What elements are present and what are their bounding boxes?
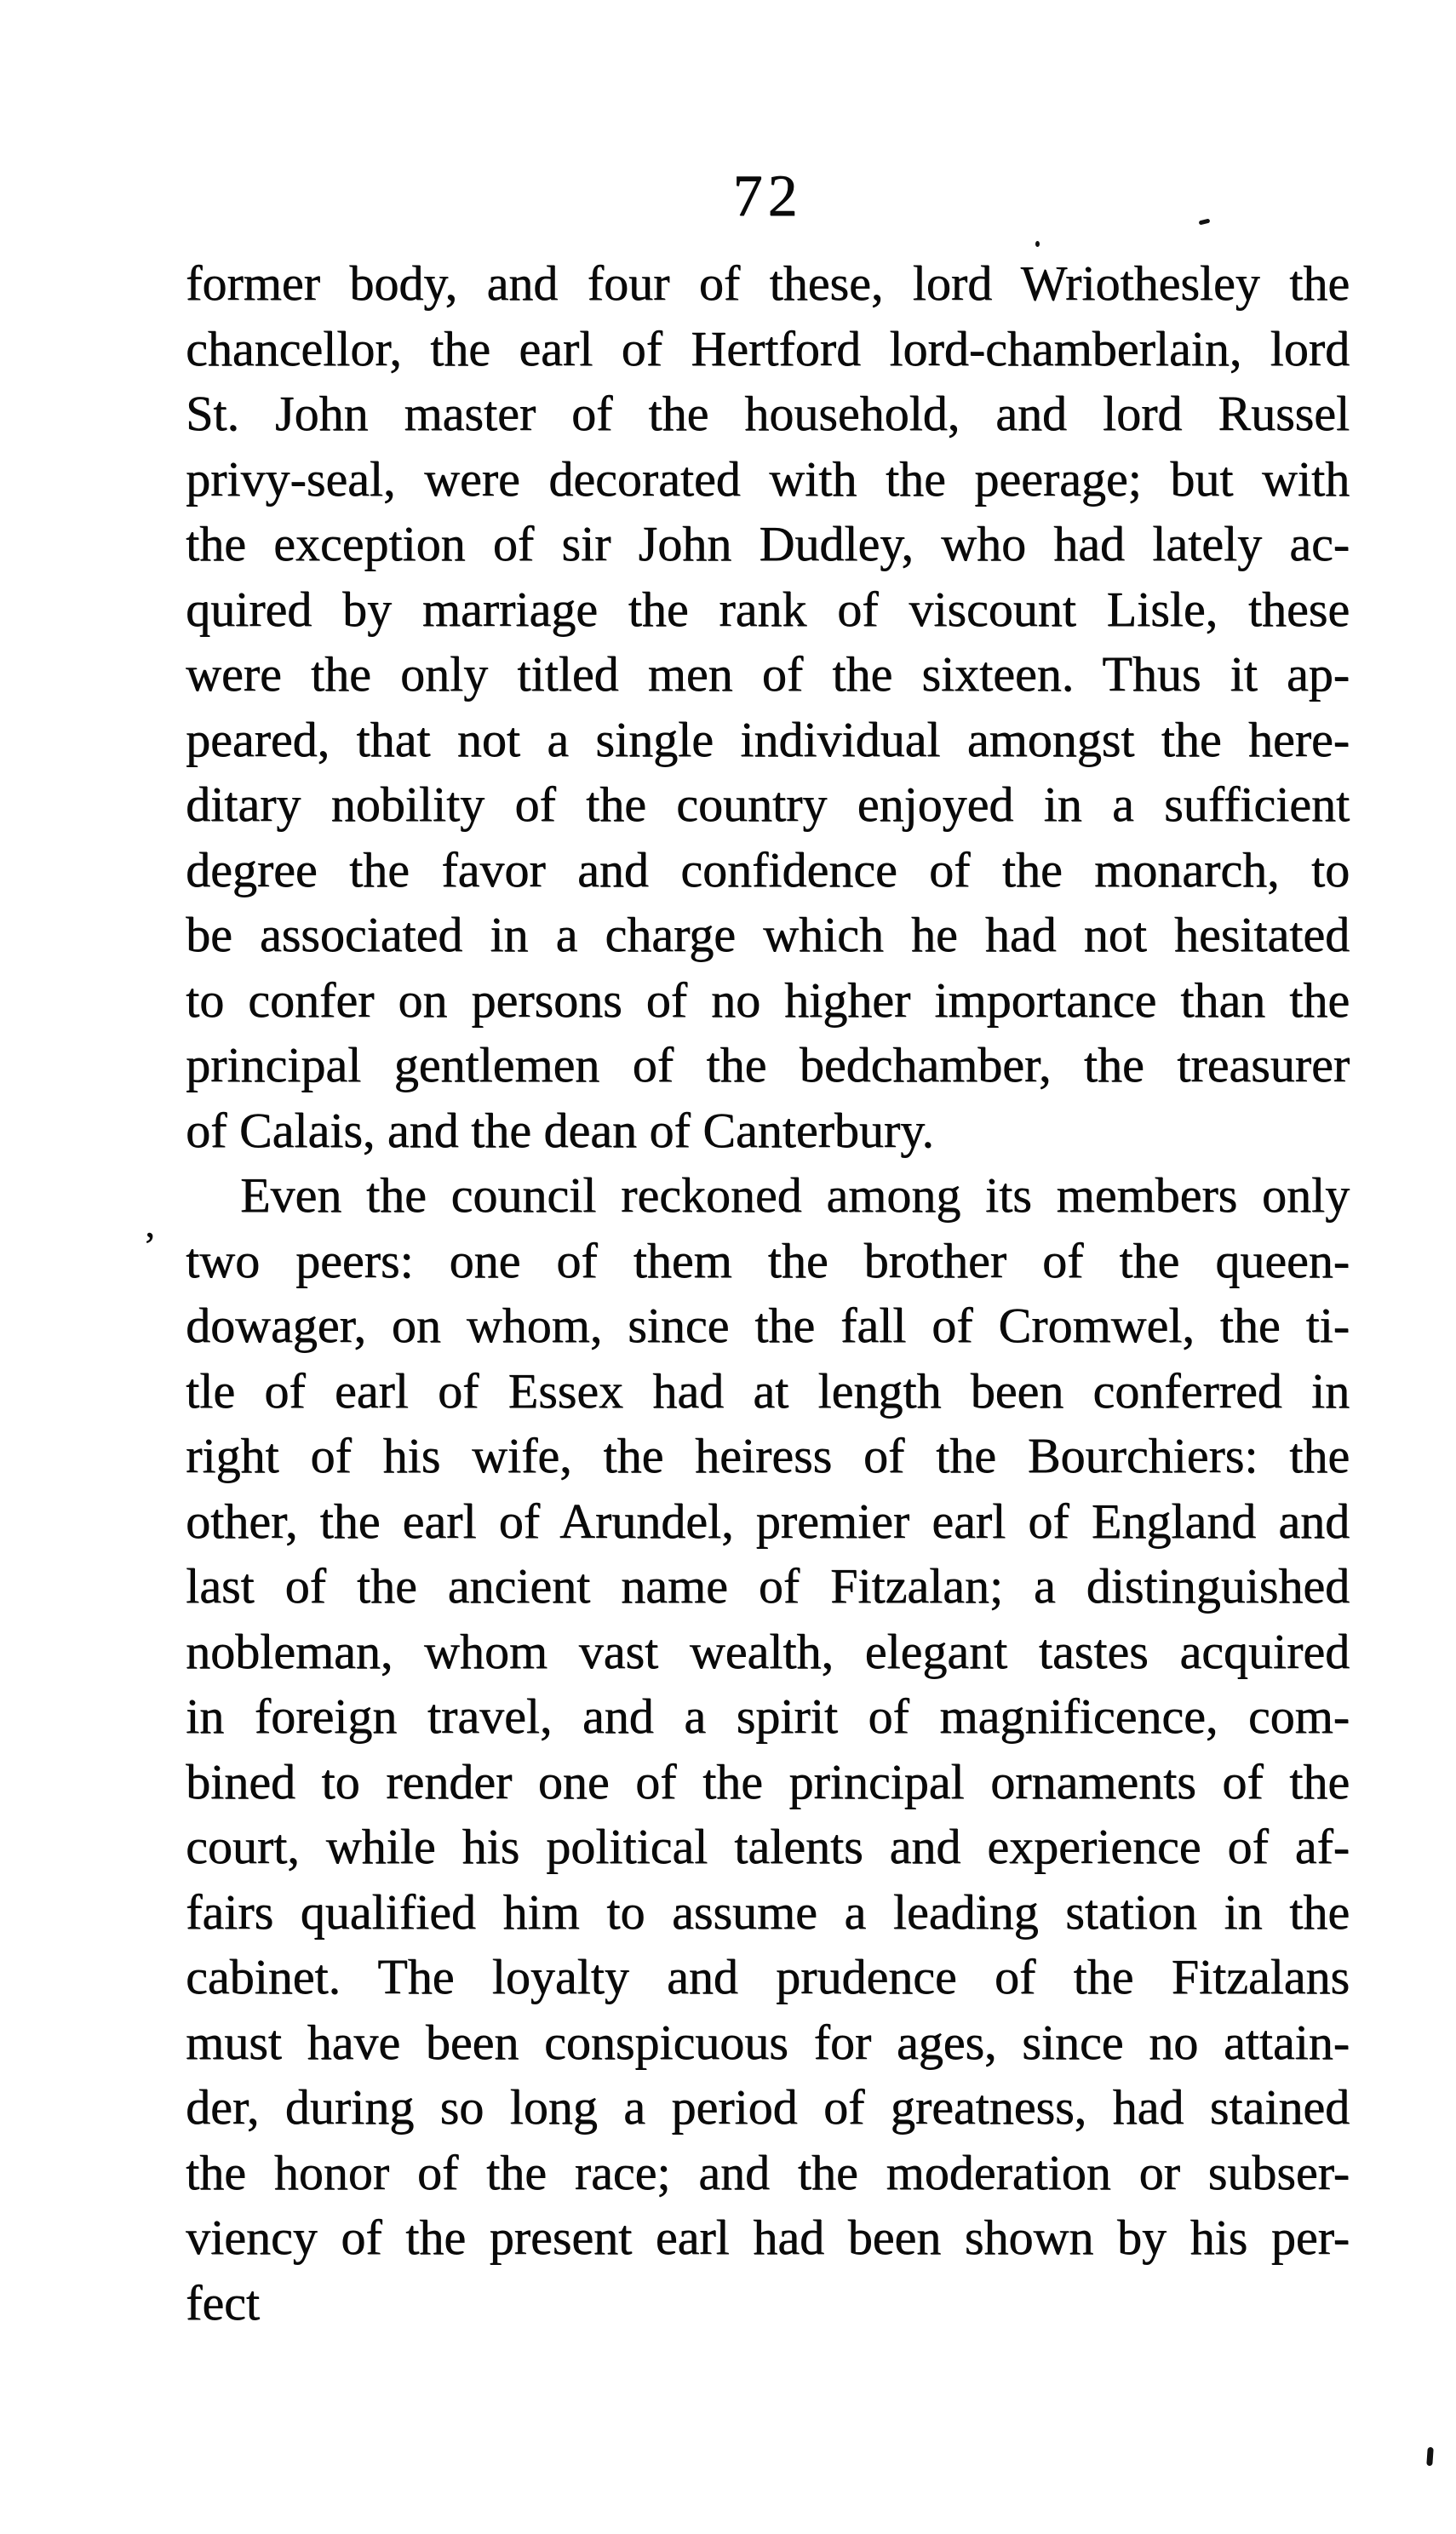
text-line: Even the council reckoned among its members only	[240, 1167, 1350, 1223]
ink-speck-tick	[1426, 2447, 1434, 2466]
text-line: ditary nobility of the country enjoyed in a sufficient	[186, 777, 1350, 832]
text-line: principal gentlemen of the bedchamber, the treasurer	[186, 1037, 1350, 1092]
text-line: degree the favor and confidence of the monarch, to	[186, 841, 1350, 897]
text-line: to confer on persons of no higher importance than the	[186, 972, 1350, 1028]
text-line: quired by marriage the rank of viscount Lisle, these	[186, 581, 1350, 637]
text-line: be associated in a charge which he had not hesitated	[186, 907, 1350, 962]
text-line: the exception of sir John Dudley, who had lately ac-	[186, 516, 1350, 571]
text-block	[186, 251, 1350, 2336]
text-line: were the only titled men of the sixteen. Thus it ap-	[186, 646, 1350, 702]
text-line: in foreign travel, and a spirit of magnificence, com-	[186, 1688, 1350, 1744]
margin-quote-mark: ’	[143, 1224, 157, 1267]
text-line: former body, and four of these, lord Wriothesley the	[186, 255, 1350, 311]
text-line: right of his wife, the heiress of the Bourchiers: the	[186, 1428, 1350, 1483]
text-line: dowager, on whom, since the fall of Cromwel, the ti-	[186, 1298, 1350, 1353]
text-line: St. John master of the household, and lord Russel	[186, 386, 1350, 441]
text-line: court, while his political talents and experience of af-	[186, 1819, 1350, 1874]
text-line: tle of earl of Essex had at length been conferred in	[186, 1362, 1350, 1419]
ink-speck-dot	[1035, 241, 1040, 247]
catchword: fect	[186, 2274, 260, 2330]
text-line: der, during so long a period of greatness, had stained	[186, 2079, 1350, 2135]
text-line: nobleman, whom vast wealth, elegant tastes acquired	[186, 1623, 1350, 1679]
text-line: fairs qualified him to assume a leading station in the	[186, 1883, 1350, 1940]
text-line: other, the earl of Arundel, premier earl of England and	[186, 1493, 1350, 1549]
text-line: must have been conspicuous for ages, since no attain-	[186, 2014, 1350, 2070]
text-line: bined to render one of the principal ornaments of the	[186, 1753, 1350, 1809]
text-line: the honor of the race; and the moderation or subser-	[186, 2144, 1350, 2200]
page-number: 72	[732, 163, 803, 229]
text-line: last of the ancient name of Fitzalan; a distinguished	[186, 1558, 1350, 1614]
text-line: cabinet. The loyalty and prudence of the Fitzalans	[186, 1949, 1350, 2004]
text-line: two peers: one of them the brother of the queen-	[186, 1232, 1350, 1288]
text-line: of Calais, and the dean of Canterbury.	[186, 1102, 934, 1158]
text-line: viency of the present earl had been shown by his per-	[186, 2210, 1350, 2265]
text-line: privy-seal, were decorated with the peerage; but with	[186, 450, 1350, 507]
text-line: chancellor, the earl of Hertford lord-chamberlain, lord	[186, 320, 1350, 376]
text-line: peared, that not a single individual amongst the here-	[186, 711, 1350, 767]
